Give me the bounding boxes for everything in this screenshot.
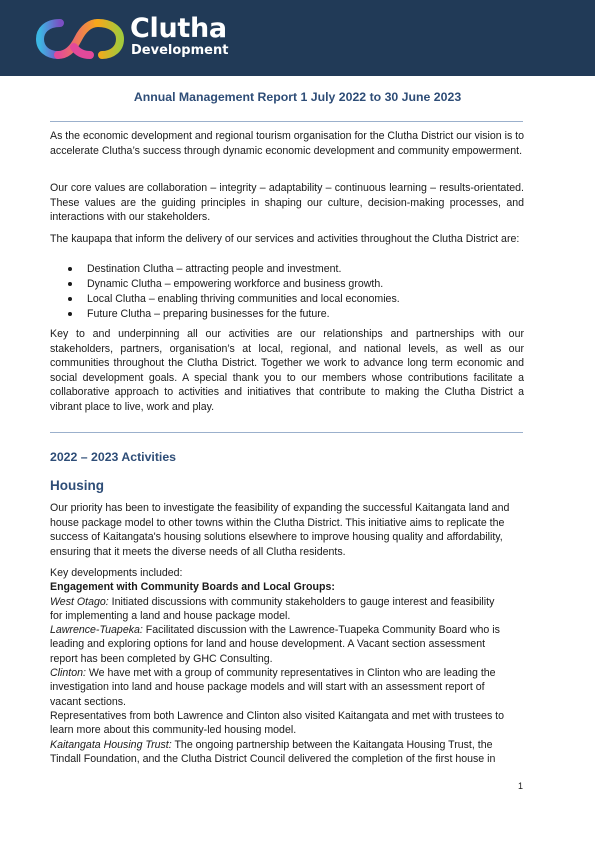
header-band — [0, 0, 595, 76]
clutha-logo-icon — [36, 17, 128, 61]
list-item: Future Clutha – preparing businesses for the future. — [50, 307, 524, 322]
bullet-icon — [68, 312, 72, 316]
report-title: Annual Management Report 1 July 2022 to 30 June 2023 — [133, 90, 462, 104]
kaupapa-list — [50, 262, 524, 322]
representatives-line: Representatives from both Lawrence and Clinton also visited Kaitangata and met with trustees to — [50, 709, 505, 722]
intro-paragraph-partnerships: Key to and underpinning all our activities are our relationships and partnerships with our stakeholders, partners, organisation’s at local, regional, and national levels, as well as our communities throughout the Clutha District. Together we work to advance long term economic and social development goals. A special thank you to our members whose contributions facilitate a collaborative approach to activities and initiatives that contribute to making the Clutha District a vibrant place to live, work and play. — [50, 328, 524, 413]
brand-subtitle: Development — [131, 43, 229, 58]
title-divider — [50, 121, 523, 122]
housing-trust-line: Kaitangata Housing Trust: The ongoing partnership between the Kaitangata Housing Trust, the — [50, 738, 493, 751]
section-divider — [50, 432, 523, 433]
lawrence-line: Lawrence-Tuapeka: Facilitated discussion with the Lawrence-Tuapeka Community Board who is — [50, 624, 500, 637]
list-item: Local Clutha – enabling thriving communities and local economies. — [50, 292, 524, 307]
key-developments: Key developments included: Engagement with Community Boards and Local Groups: West Otago: Initiated discussions with community stakeholders to gauge interest and feasibility for implementing a land and house package model. Lawrence-Tuapeka: Facilitated discussion with the Lawrence-Tuapeka Community Board who is leading and exploring options for land and house development. A Vacant section assessment report has been completed by GHC Consulting. Clinton: We have met with a group of community representatives in Clinton who are leading the investigation into land and house package models and will start with an assessment report of vacant sections. Representatives from both Lawrence and Clinton also visited Kaitangata and met with trustees to learn more about this community-led housing model. Kaitangata Housing Trust: The ongoing partnership between the Kaitangata Housing Trust, the Tindall Foundation, and the Clutha District Council delivered the completion of the first house in — [50, 566, 530, 766]
intro-paragraph-values: Our core values are collaboration – integrity – adaptability – continuous learning – results-orientated. These values are the guiding principles in shaping our culture, decision-making processes, and interactions with our stakeholders. — [50, 182, 524, 223]
list-item: Destination Clutha – attracting people and investment. — [50, 262, 524, 277]
brand-name: Clutha — [130, 13, 227, 44]
housing-heading: Housing — [50, 478, 104, 493]
housing-priority-paragraph: Our priority has been to investigate the feasibility of expanding the successful Kaitangata land and house package model to other towns within the Clutha District. This initiative aims to replicate the success of Kaitangata's housing solutions elsewhere to improve housing quality and affordability, ensuring that it meets the diverse needs of all Clutha residents. — [50, 502, 510, 558]
page-number: 1 — [518, 781, 524, 791]
list-item: Dynamic Clutha – empowering workforce and business growth. — [50, 277, 524, 292]
bullet-icon — [68, 297, 72, 301]
intro-paragraph-vision: As the economic development and regional tourism organisation for the Clutha District our vision is to accelerate Clutha’s success through dynamic economic development and community empowerment. — [50, 130, 525, 157]
bullet-icon — [68, 267, 72, 271]
key-developments-label: Key developments included: — [50, 567, 183, 579]
engagement-heading: Engagement with Community Boards and Local Groups: — [50, 581, 335, 594]
clinton-line: Clinton: We have met with a group of community representatives in Clinton who are leading the — [50, 667, 496, 680]
bullet-icon — [68, 282, 72, 286]
intro-paragraph-kaupapa: The kaupapa that inform the delivery of our services and activities throughout the Clutha District are: — [50, 233, 520, 245]
west-otago-line: West Otago: Initiated discussions with community stakeholders to gauge interest and feasibility — [50, 595, 495, 608]
activities-heading: 2022 – 2023 Activities — [50, 450, 177, 464]
